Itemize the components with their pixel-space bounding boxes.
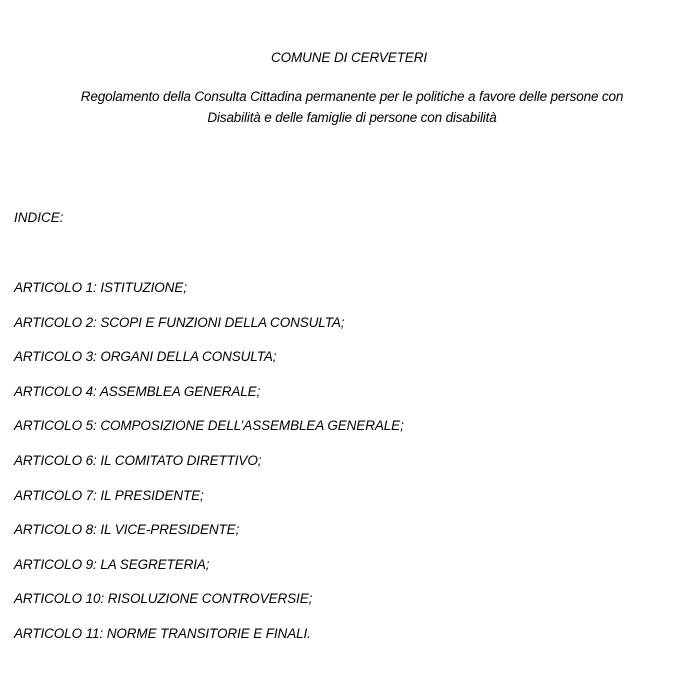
toc-item-articolo-3: ARTICOLO 3: ORGANI DELLA CONSULTA;	[14, 349, 277, 365]
subtitle-line-1: Regolamento della Consulta Cittadina permanente per le politiche a favore delle persone con	[80, 89, 624, 104]
toc-item-articolo-5: ARTICOLO 5: COMPOSIZIONE DELL’ASSEMBLEA GENERALE;	[14, 418, 404, 434]
toc-item-articolo-4: ARTICOLO 4: ASSEMBLEA GENERALE;	[14, 383, 261, 399]
toc-item-articolo-2: ARTICOLO 2: SCOPI E FUNZIONI DELLA CONSULTA;	[14, 314, 345, 330]
toc-item-articolo-7: ARTICOLO 7: IL PRESIDENTE;	[14, 487, 204, 503]
table-of-contents	[14, 280, 404, 661]
toc-item-articolo-9: ARTICOLO 9: LA SEGRETERIA;	[14, 556, 210, 572]
toc-item-articolo-10: ARTICOLO 10: RISOLUZIONE CONTROVERSIE;	[14, 591, 313, 607]
subtitle-line-2: Disabilità e delle famiglie di persone con disabilità	[207, 110, 497, 125]
toc-item-articolo-8: ARTICOLO 8: IL VICE-PRESIDENTE;	[14, 522, 240, 538]
document-title: COMUNE DI CERVETERI	[270, 50, 428, 65]
toc-item-articolo-1: ARTICOLO 1: ISTITUZIONE;	[14, 280, 187, 295]
document-subtitle	[14, 86, 690, 128]
toc-item-articolo-11: ARTICOLO 11: NORME TRANSITORIE E FINALI.	[14, 625, 311, 641]
index-heading: INDICE:	[14, 210, 64, 225]
toc-item-articolo-6: ARTICOLO 6: IL COMITATO DIRETTIVO;	[14, 452, 262, 468]
